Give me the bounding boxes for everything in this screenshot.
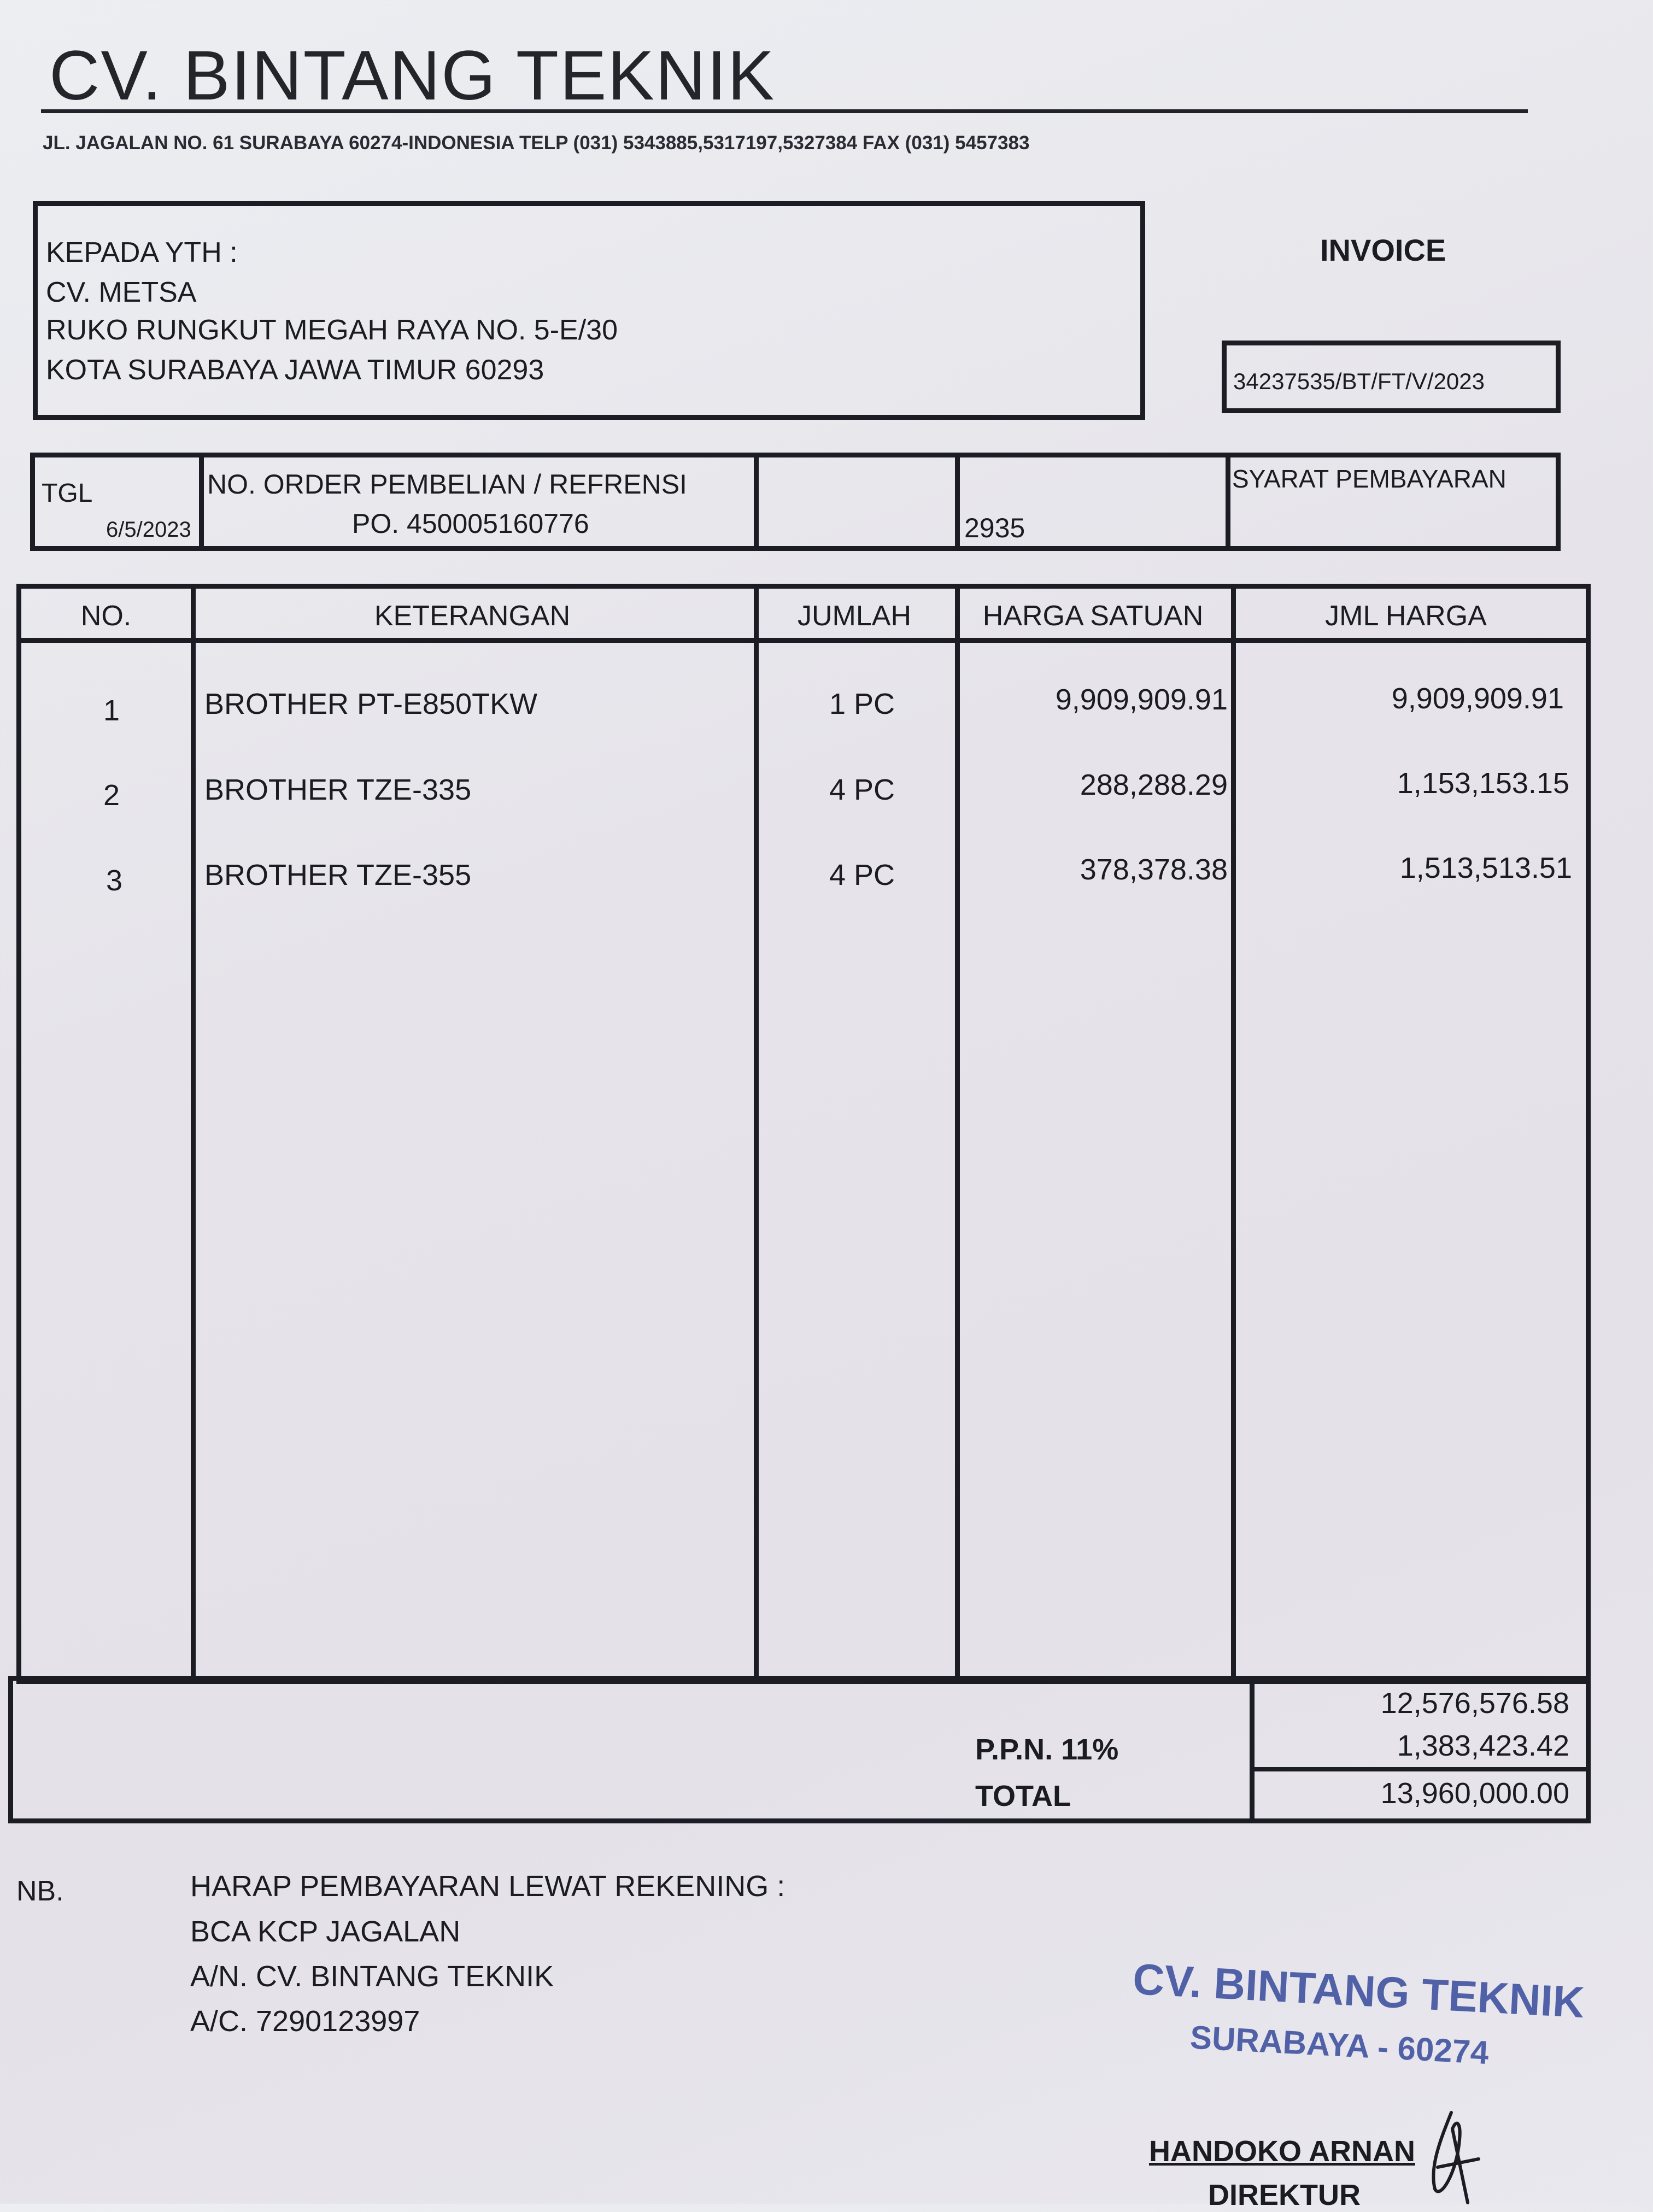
recipient-box xyxy=(33,201,1145,420)
recipient-label: KEPADA YTH : xyxy=(46,237,238,268)
signature-mark xyxy=(1418,2107,1484,2205)
row-description: BROTHER TZE-355 xyxy=(204,859,472,891)
subtotal-value: 12,576,576.58 xyxy=(1380,1687,1569,1720)
date-label: TGL xyxy=(42,479,93,508)
company-stamp xyxy=(1128,1954,1586,2102)
bank-name: BCA KCP JAGALAN xyxy=(190,1915,461,1948)
row-no: 1 xyxy=(103,694,120,727)
company-name: CV. BINTANG TEKNIK xyxy=(49,37,776,115)
row-amount: 9,909,909.91 xyxy=(1391,682,1564,715)
total-value: 13,960,000.00 xyxy=(1380,1777,1569,1810)
payment-instruction: HARAP PEMBAYARAN LEWAT REKENING : xyxy=(190,1870,786,1903)
header-no: NO. xyxy=(80,600,132,632)
row-amount: 1,513,513.51 xyxy=(1399,852,1572,884)
invoice-number: 34237535/BT/FT/V/2023 xyxy=(1233,368,1485,394)
invoice-date: 6/5/2023 xyxy=(106,518,191,542)
invoice-title: INVOICE xyxy=(1320,233,1446,267)
header-amount: JML HARGA xyxy=(1325,600,1487,632)
row-description: BROTHER PT-E850TKW xyxy=(204,688,538,720)
account-holder: A/N. CV. BINTANG TEKNIK xyxy=(190,1960,554,1993)
nb-label: NB. xyxy=(16,1875,64,1907)
recipient-name: CV. METSA xyxy=(46,277,197,308)
reference-number: 2935 xyxy=(964,513,1025,543)
row-quantity: 4 PC xyxy=(829,859,895,891)
recipient-city: KOTA SURABAYA JAWA TIMUR 60293 xyxy=(46,354,544,386)
stamp-city: SURABAYA - 60274 xyxy=(1189,2019,1490,2072)
totals-section xyxy=(8,1676,1591,1823)
header-divider xyxy=(41,109,1528,113)
header-description: KETERANGAN xyxy=(374,600,571,632)
order-info-row xyxy=(30,453,1561,551)
invoice-number-box xyxy=(1222,341,1561,413)
company-address: JL. JAGALAN NO. 61 SURABAYA 60274-INDONESIA TELP (031) 5343885,5317197,5327384 FAX (031) 5457383 xyxy=(43,132,1030,154)
row-quantity: 1 PC xyxy=(829,688,895,720)
recipient-street: RUKO RUNGKUT MEGAH RAYA NO. 5-E/30 xyxy=(46,314,618,346)
row-unit-price: 9,909,909.91 xyxy=(1055,683,1228,716)
stamp-company: CV. BINTANG TEKNIK xyxy=(1132,1954,1586,2027)
row-description: BROTHER TZE-335 xyxy=(204,773,472,806)
tax-value: 1,383,423.42 xyxy=(1397,1729,1569,1762)
header-unit-price: HARGA SATUAN xyxy=(982,600,1204,632)
row-unit-price: 288,288.29 xyxy=(1080,768,1228,801)
po-number: PO. 450005160776 xyxy=(352,508,589,539)
row-no: 3 xyxy=(106,864,123,897)
account-number: A/C. 7290123997 xyxy=(190,2005,420,2038)
header-quantity: JUMLAH xyxy=(797,600,912,632)
tax-label: P.P.N. 11% xyxy=(975,1733,1119,1766)
signer-role: DIREKTUR xyxy=(1208,2179,1361,2211)
row-unit-price: 378,378.38 xyxy=(1080,853,1228,886)
row-quantity: 4 PC xyxy=(829,773,895,806)
signer-name: HANDOKO ARNAN xyxy=(1149,2135,1415,2168)
total-label: TOTAL xyxy=(975,1780,1071,1812)
row-amount: 1,153,153.15 xyxy=(1397,767,1569,800)
items-table xyxy=(16,584,1591,1684)
payment-terms-label: SYARAT PEMBAYARAN xyxy=(1232,465,1507,493)
po-label: NO. ORDER PEMBELIAN / REFRENSI xyxy=(207,469,687,500)
row-no: 2 xyxy=(103,779,120,812)
